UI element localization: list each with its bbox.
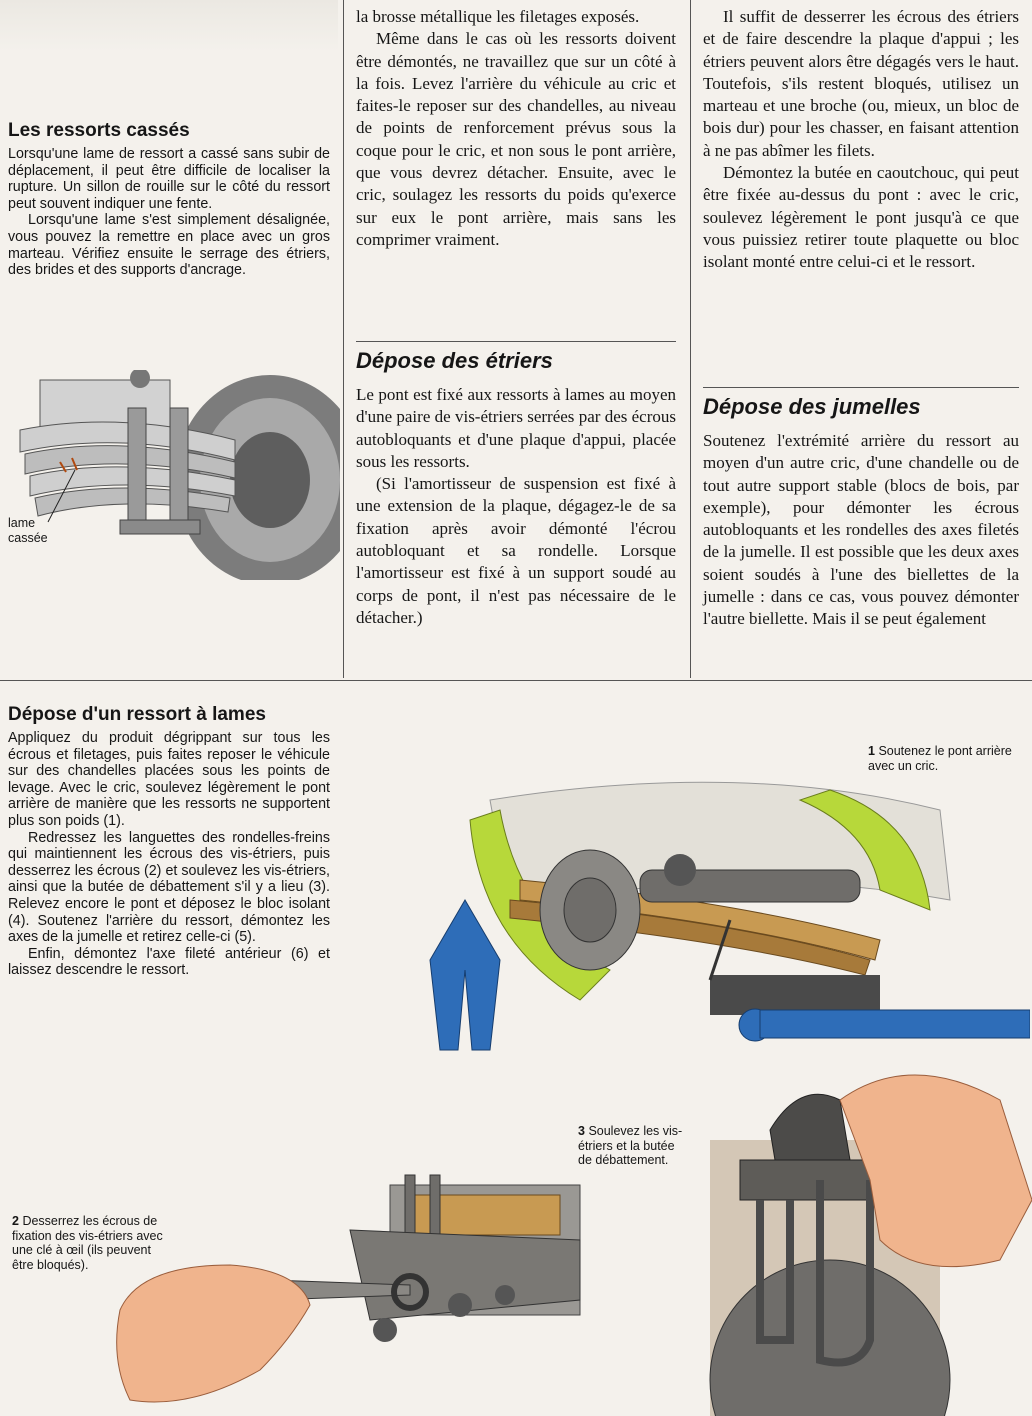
wrench-illustration [110,1170,630,1416]
paragraph: Il suffit de desserrer les écrous des étriers et de faire descendre la plaque d'appui ; les étriers peuvent alors être dégagés vers le haut. Toutefois, s'ils restent bloqués, utilisez un marteau et une broche (ou, mieux, un bloc de bois dur) pour les chasser, en faisant attention à ne pas abîmer les filets. [703,7,1019,160]
paragraph: Redressez les languettes des rondelles-freins qui maintiennent les écrous des vis-étriers, puis desserrez les écrous (2) et soulevez les vis-étriers, ainsi que la butée de débattement s'il y a lieu (3). Relevez encore le pont et déposez le bloc isolant (4). Soutenez l'arrière du ressort, démontez les axes de la jumelle et retirez celle-ci (5). [8,829,330,946]
paragraph: Enfin, démontez l'axe fileté antérieur (6) et laissez descendre le ressort. [8,945,330,979]
paragraph: Même dans le cas où les ressorts doivent être démontés, ne travaillez que sur un côté à la fois. Levez l'arrière du véhicule au cric et faites-le reposer sur des chandelles, au niveau de points de renforcement prévus sous la coque pour le cric, et non sous le pont arrière, que vous devrez détacher. Ensuite, avec le cric, soulagez les ressorts du poids qu'exerce sur eux le pont arrière, mais sans les comprimer vraiment. [356,29,676,249]
paragraph: (Si l'amortisseur de suspension est fixé à une extension de la plaque, dégagez-le de sa fixation après avoir démonté l'écrou autobloquant et sa rondelle. Lorsque l'amortisseur est fixé à un support soudé au corps de pont, il n'est pas nécessaire de le détacher.) [356,474,676,627]
heading-etriers [356,348,676,374]
caption-text: Soulevez les vis-étriers et la butée de débattement. [578,1124,683,1168]
caption-2 [12,1214,172,1272]
heading-jumelles [703,394,1019,420]
caption-number: 3 [578,1124,585,1138]
section-remove-spring [8,704,330,979]
section-heading: Dépose des jumelles [703,394,921,419]
caption-number: 1 [868,744,875,758]
section-heading: Dépose des étriers [356,348,553,373]
paragraph: Appliquez du produit dégrippant sur tous les écrous et filetages, puis faites reposer le véhicule sur des chandelles placées sous les points de levage. Avec le cric, soulevez légèrement le pont arrière de manière que les ressorts ne supportent plus son poids (1). [8,730,330,829]
section-title: Les ressorts cassés [8,120,190,141]
axle-jack-illustration [410,770,1030,1070]
caption-3 [578,1124,688,1168]
bump-stop-illustration [670,1060,1032,1416]
column-3-lower [703,430,1019,631]
section-broken-springs [8,120,330,279]
heading-rule [703,387,1019,388]
caption-text: Desserrez les écrous de fixation des vis-étriers avec une clé à œil (ils peuvent être bloqués). [12,1214,163,1272]
section-title: Dépose d'un ressort à lames [8,704,266,725]
paragraph: Lorsqu'une lame de ressort a cassé sans subir de déplacement, il peut être difficile de localiser la rupture. Un sillon de rouille sur le côté du ressort peut souvent indiquer une fente. [8,146,330,212]
paragraph: Démontez la butée en caoutchouc, qui peut être fixée au-dessus du pont : avec le cric, soulevez légèrement le pont jusqu'à ce que vous puissiez retirer toute plaquette ou bloc isolant monté entre celui-ci et le ressort. [703,163,1019,272]
caption-1 [868,744,1018,773]
paragraph: Le pont est fixé aux ressorts à lames au moyen d'une paire de vis-étriers serrées par des écrous autobloquants et d'une plaque d'appui, placée sous les ressorts. [356,385,676,471]
heading-rule [356,341,676,342]
caption-text: Soutenez le pont arrière avec un cric. [868,744,1012,773]
section-divider [0,680,1032,681]
column-divider [343,0,344,678]
paragraph: Soutenez l'extrémité arrière du ressort au moyen d'un autre cric, d'une chandelle ou de tout autre support stable (blocs de bois, par exemple), pour démonter les écrous autobloquants et les rondelles des axes filetés de la jumelle. Il est possible que les deux axes soient soudés à l'une des biellettes de la jumelle : dans ce cas, vous pouvez démonter l'autre biellette. Mais il se peut également [703,431,1019,629]
column-3 [703,6,1019,274]
illustration-label: lame cassée [8,516,48,545]
paragraph: Lorsqu'une lame s'est simplement désalignée, vous pouvez la remettre en place avec un gros marteau. Vérifiez ensuite le serrage des étriers, des brides et des supports d'ancrage. [8,212,330,279]
broken-spring-illustration [0,370,340,580]
caption-number: 2 [12,1214,19,1228]
column-divider [690,0,691,678]
paragraph: la brosse métallique les filetages exposés. [356,7,640,26]
column-2-lower [356,384,676,629]
header-strip [0,0,338,52]
column-2 [356,6,676,251]
